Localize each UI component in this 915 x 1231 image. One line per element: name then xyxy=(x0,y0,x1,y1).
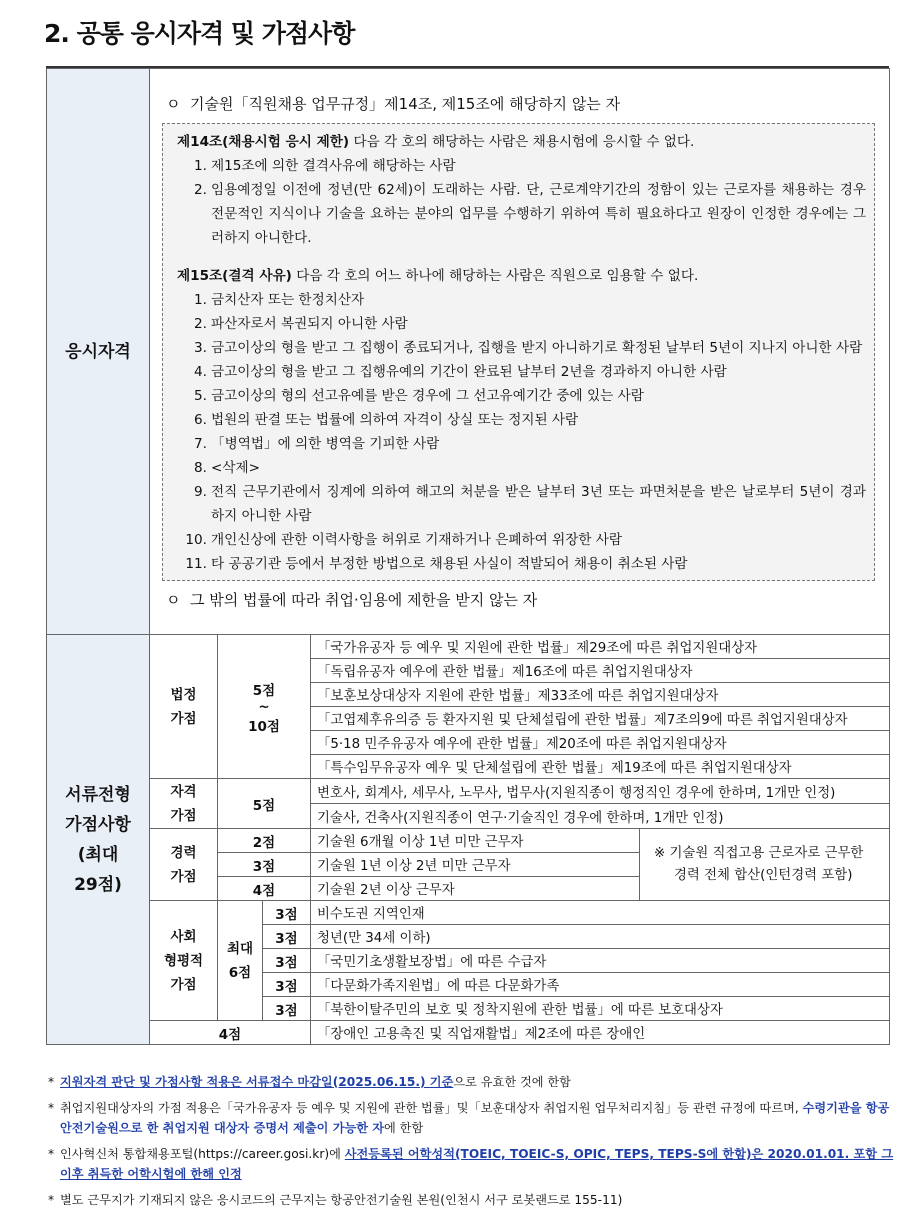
legal-bonus-label: 법정 가점 xyxy=(150,635,218,779)
qualification-label: 응시자격 xyxy=(47,69,150,635)
career-points: 4점 xyxy=(218,877,311,901)
article-15-list xyxy=(177,288,866,576)
item-text: 전직 근무기관에서 징계에 의하여 해고의 처분을 받은 날부터 3년 또는 파면처분을 받은 날로부터 5년이 경과하지 아니한 사람 xyxy=(211,483,867,524)
career-points: 2점 xyxy=(218,829,311,853)
legal-bonus-row: 「고엽제후유의증 등 환자지원 및 단체설립에 관한 법률」제7조의9에 따른 취업지원대상자 xyxy=(311,707,890,731)
article-14-list xyxy=(177,154,866,250)
social-bonus-label: 사회 형평적 가점 xyxy=(150,901,218,1021)
footnote-2: * 취업지원대상자의 가점 적용은「국가유공자 등 예우 및 지원에 관한 법률」및「보훈대상자 취업지원 업무처리지침」등 관련 규정에 따르며, 수령기관을 항공안전기술원으로 한 취업지원 대상자 증명서 제출이 가능한 자에 한함 xyxy=(48,1101,890,1135)
item-text: 파산자로서 복권되지 아니한 사람 xyxy=(211,315,408,332)
item-text: 금치산자 또는 한정치산자 xyxy=(211,291,365,308)
item-number: 9. xyxy=(194,483,207,500)
item-number: 1. xyxy=(194,157,207,174)
item-number: 6. xyxy=(194,411,207,428)
item-number: 10. xyxy=(185,531,207,548)
regulation-item xyxy=(177,528,866,552)
qualification-bullet-2: ㅇ 그 밖의 법률에 따라 취업·임용에 제한을 받지 않는 자 xyxy=(156,585,885,615)
qualification-content xyxy=(150,69,890,635)
footnote-4: * 별도 근무지가 기재되지 않은 응시코드의 근무지는 항공안전기술원 본원(인천시 서구 로봇랜드로 155-11) xyxy=(48,1193,623,1207)
regulation-item xyxy=(177,456,866,480)
requirements-table xyxy=(46,68,890,1045)
social-points: 3점 xyxy=(263,973,311,997)
item-text: 법원의 판결 또는 법률에 의하여 자격이 상실 또는 정지된 사람 xyxy=(211,411,579,428)
item-number: 5. xyxy=(194,387,207,404)
cert-bonus-row: 기술사, 건축사(지원직종이 연구·기술직인 경우에 한하며, 1개만 인정) xyxy=(311,804,890,829)
regulation-item xyxy=(177,552,866,576)
social-max-points: 최대 6점 xyxy=(218,901,263,1021)
footnote-1: * 지원자격 판단 및 가점사항 적용은 서류접수 마감일(2025.06.15.) 기준으로 유효한 것에 한함 xyxy=(48,1075,571,1089)
article-14-heading: 제14조(채용시험 응시 제한) 다음 각 호의 해당하는 사람은 채용시험에 응시할 수 없다. xyxy=(177,133,695,150)
item-text: 금고이상의 형을 받고 그 집행이 종료되거나, 집행을 받지 아니하기로 확정된 날부터 5년이 지나지 아니한 사람 xyxy=(211,339,863,356)
regulation-item xyxy=(177,480,866,528)
footnotes xyxy=(48,1072,900,1216)
legal-bonus-row: 「국가유공자 등 예우 및 지원에 관한 법률」제29조에 따른 취업지원대상자 xyxy=(311,635,890,659)
item-text: 개인신상에 관한 이력사항을 허위로 기재하거나 은폐하여 위장한 사람 xyxy=(211,531,623,548)
legal-bonus-points: 5점 ~ 10점 xyxy=(218,635,311,779)
item-text: 「병역법」에 의한 병역을 기피한 사람 xyxy=(211,435,440,452)
item-text: 임용예정일 이전에 정년(만 62세)이 도래하는 사람. 단, 근로계약기간의 정함이 있는 근로자를 채용하는 경우 전문적인 지식이나 기술을 요하는 분야의 업무를 수행하기 위하여 특히 필요하다고 원장이 인정한 경우에는 그러하지 아니한다. xyxy=(211,181,867,246)
legal-bonus-row: 「보훈보상대상자 지원에 관한 법률」제33조에 따른 취업지원대상자 xyxy=(311,683,890,707)
item-text: <삭제> xyxy=(211,459,261,476)
regulation-item xyxy=(177,384,866,408)
social-points: 3점 xyxy=(263,997,311,1021)
regulation-item xyxy=(177,336,866,360)
item-text: 제15조에 의한 결격사유에 해당하는 사람 xyxy=(211,157,456,174)
footnote-3: * 인사혁신처 통합채용포털(https://career.gosi.kr)에 사전등록된 어학성적(TOEIC, TOEIC-S, OPIC, TEPS, TEPS-S에 한함)은 2020.01.01. 포함 그 이후 취득한 어학시험에 한해 인정 xyxy=(48,1147,894,1181)
career-points: 3점 xyxy=(218,853,311,877)
social-row: 비수도권 지역인재 xyxy=(311,901,890,925)
item-number: 8. xyxy=(194,459,207,476)
social-points: 3점 xyxy=(263,901,311,925)
page-title: 2. 공통 응시자격 및 가점사항 xyxy=(44,19,355,48)
career-row: 기술원 1년 이상 2년 미만 근무자 xyxy=(311,853,640,877)
social-row: 「국민기초생활보장법」에 따른 수급자 xyxy=(311,949,890,973)
social-points: 3점 xyxy=(263,925,311,949)
item-number: 2. xyxy=(194,181,207,198)
regulation-item xyxy=(177,312,866,336)
cert-bonus-points: 5점 xyxy=(218,779,311,829)
qualification-row xyxy=(47,69,890,635)
legal-bonus-row: 「5·18 민주유공자 예우에 관한 법률」제20조에 따른 취업지원대상자 xyxy=(311,731,890,755)
item-number: 1. xyxy=(194,291,207,308)
career-note: ※ 기술원 직접고용 근로자로 근무한 경력 전체 합산(인턴경력 포함) xyxy=(640,829,890,901)
article-15-heading: 제15조(결격 사유) 다음 각 호의 어느 하나에 해당하는 사람은 직원으로 임용할 수 없다. xyxy=(177,267,699,284)
career-row: 기술원 6개월 이상 1년 미만 근무자 xyxy=(311,829,640,853)
item-text: 타 공공기관 등에서 부정한 방법으로 채용된 사실이 적발되어 채용이 취소된 사람 xyxy=(211,555,688,572)
item-number: 2. xyxy=(194,315,207,332)
item-text: 금고이상의 형을 받고 그 집행유예의 기간이 완료된 날부터 2년을 경과하지 아니한 사람 xyxy=(211,363,727,380)
regulation-item xyxy=(177,288,866,312)
legal-bonus-row: 「독립유공자 예우에 관한 법률」제16조에 따른 취업지원대상자 xyxy=(311,659,890,683)
social-row: 「다문화가족지원법」에 따른 다문화가족 xyxy=(311,973,890,997)
career-bonus-label: 경력 가점 xyxy=(150,829,218,901)
social-row: 청년(만 34세 이하) xyxy=(311,925,890,949)
regulation-item xyxy=(177,154,866,178)
item-number: 7. xyxy=(194,435,207,452)
regulation-item xyxy=(177,178,866,250)
qualification-bullet-1: ㅇ 기술원「직원채용 업무규정」제14조, 제15조에 해당하지 않는 자 xyxy=(156,89,885,119)
regulation-item xyxy=(177,408,866,432)
cert-bonus-label: 자격 가점 xyxy=(150,779,218,829)
item-number: 3. xyxy=(194,339,207,356)
regulation-item xyxy=(177,360,866,384)
circle-bullet-icon: ㅇ xyxy=(166,94,181,113)
regulation-box xyxy=(162,123,875,581)
item-number: 4. xyxy=(194,363,207,380)
social-points: 3점 xyxy=(263,949,311,973)
bonus-label: 서류전형 가점사항 (최대 29점) xyxy=(47,635,150,1045)
cert-bonus-row: 변호사, 회계사, 세무사, 노무사, 법무사(지원직종이 행정직인 경우에 한하며, 1개만 인정) xyxy=(311,779,890,804)
disabled-points: 4점 xyxy=(150,1021,311,1045)
regulation-item xyxy=(177,432,866,456)
legal-bonus-row: 「특수임무유공자 예우 및 단체설립에 관한 법률」제19조에 따른 취업지원대상자 xyxy=(311,755,890,779)
item-text: 금고이상의 형의 선고유예를 받은 경우에 그 선고유예기간 중에 있는 사람 xyxy=(211,387,644,404)
circle-bullet-icon: ㅇ xyxy=(166,590,181,609)
disabled-row: 「장애인 고용촉진 및 직업재활법」제2조에 따른 장애인 xyxy=(311,1021,890,1045)
item-number: 11. xyxy=(185,555,207,572)
social-row: 「북한이탈주민의 보호 및 정착지원에 관한 법률」에 따른 보호대상자 xyxy=(311,997,890,1021)
career-row: 기술원 2년 이상 근무자 xyxy=(311,877,640,901)
